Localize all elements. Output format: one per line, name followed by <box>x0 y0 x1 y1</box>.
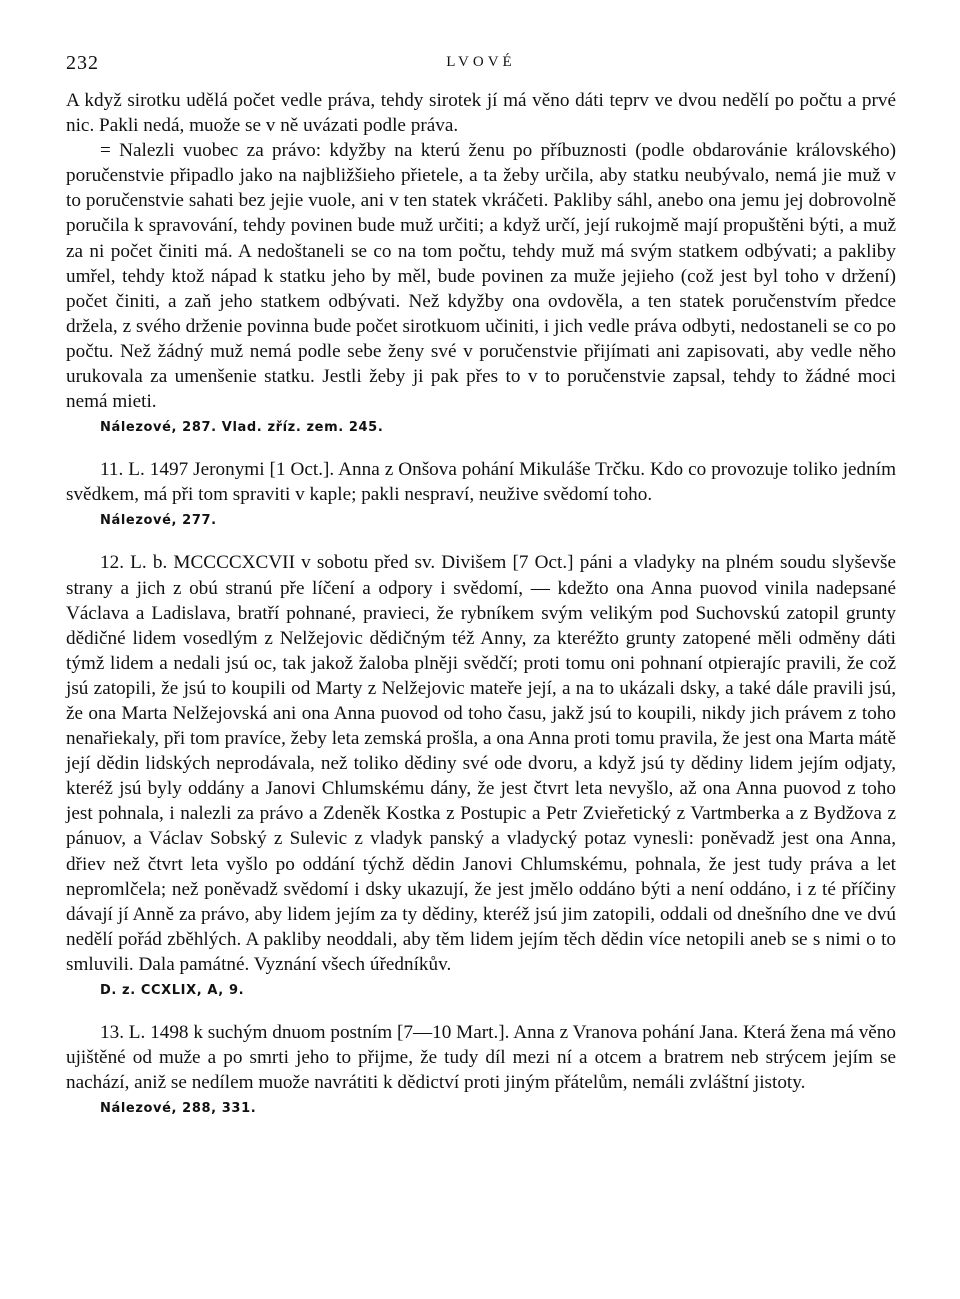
entry-text: 12. L. b. MCCCCXCVII v sobotu před sv. Divišem [7 Oct.] páni a vladyky na plném soudu slyševše strany a jich z obú stranú pře líčení a odpory i svědomí, — kdežto ona Anna puovod vinila nadepsané Václava a Ladislava, bratří pohnané, pravieci, že rybníkem svým velikým pod Suchovskú zatopil grunty dědičné lidem vosedlým z Nelžejovic dědičným též Anny, za kteréžto grunty zatopené měli odměny dáti týmž lidem a nedali jsú oc, tak jakož žaloba plněji svědčí; proti tomu oni pohnaní otpierajíc pravili, že což jsú zatopili, že jsú to koupili od Marty z Nelžejovic mateře její, a na to ukázali dsky, a také dále pravili jsú, že ona Marta Nelžejovská ani ona Anna puovod od toho času, jakž jsú to koupili, nikdy jich právem z toho nenařiekaly, při tom pravíce, žeby leta zemská prošla, a ona Anna proti tomu pravila, že jest ona Marta mátě její dědin lidských neprodávala, než toliko dědiny své ode dvoru, a když jsú ty dědiny lidem jejím odjaty, kteréž jsú byly oddány a Janovi Chlumskému dány, že jest čtvrt leta nevyšlo, až ona Anna puovod z toho jest pohnala, i nalezli za právo a Zdeněk Kostka z Postupic a Petr Zvieřetický z Vartmberka a z Bydžova z pánuov, a Václav Sobský z Sulevic z vladyk panský a vladycký potaz vynesli: poněvadž jest ona Anna, dřiev než čtvrt leta vyšlo po oddání týchž dědin Janovi Chlumskému, pohnala, že jest tudy práva a let nepromlčela; než poněvadž svědomí i dsky ukazují, že jest jmělo oddáno býti a není oddáno, i z té příčiny dávají jí Anně za právo, aby lidem jejím za ty dědiny, kteréž jsú jim zatopili, oddali od dnešního dne ve dvú nedělí pořád zběhlých. A pakliby neoddali, aby těm lidem jejím těch dědin více netopili aneb se s nimi o to smluvili. Dala památné. Vyznání všech úředníkův. <box>66 552 896 975</box>
paragraph-continuation: A když sirotku udělá počet vedle práva, tehdy sirotek jí má věno dáti teprv ve dvou nedělí po počtu a prvé nic. Pakli nedá, muože se v ně uvázati podle práva. <box>66 90 896 137</box>
paragraph-nalezli: = Nalezli vuobec za právo: kdyžby na kterú ženu po příbuznosti (podle obdarovánie královského) poručenstvie připadlo jako na najbližšieho přietele, a ta žeby určila, aby statku neubývalo, nemá jie muž v to poručenstvie sahati bez jejie vuole, ani v ten statek vkráčeti. Pakliby sáhl, anebo ona jemu jej dobrovolně poručila k spravování, tehdy povinen bude muž určiti; a když určí, její rukojmě mají propuštěni býti, a muž za ni počet činiti má. A nedoštaneli se co na tom počtu, tehdy muž má svým statkem odbývati; a pakliby umřel, tehdy ktož nápad k statku jeho by měl, bude povinen za muže jejieho (což jest byl toho v držení) počet činiti, a zaň jeho statkem odbývati. Než kdyžby ona ovdověla, a ten statek poručenstvím předce držela, z svého drženie povinna bude počet sirotkuom učiniti, i jich vedle práva odbyti, nedostaneli se co po počtu. Než žádný muž nemá podle sebe ženy své v poručenstvie přijímati ani zapisovati, aby vedle něho urukovala za umenšenie statku. Jestli žeby ji pak přes to v to poručenstvie zapsal, tehdy to žádné moci nemá mieti. <box>66 140 896 413</box>
entry-text: 13. L. 1498 k suchým dnuom postním [7—10 Mart.]. Anna z Vranova pohání Jana. Která žena má věno ujištěné od muže a po smrti jeho to přijme, že tudy díl mezi ní a otcem a bratrem neb strýcem jejím se nachází, aniž se nedílem muože navrátiti k dědictví proti jiným přátelům, nemáli zvláštní jistoty. <box>66 1022 896 1094</box>
source-citation: D. z. CCXLIX, A, 9. <box>100 983 245 998</box>
entry-text: 11. L. 1497 Jeronymi [1 Oct.]. Anna z Onšova pohání Mikuláše Trčku. Kdo co provozuje toliko jedním svědkem, má při tom spraviti v kaple; pakli nespraví, neužive svědomí toho. <box>66 459 896 506</box>
running-head <box>66 52 896 88</box>
running-title: LVOVÉ <box>446 54 516 70</box>
page-number: 232 <box>66 52 99 74</box>
source-citation: Nálezové, 277. <box>100 513 217 529</box>
entry-12 <box>66 550 896 998</box>
source-citation: Nálezové, 287. Vlad. zříz. zem. 245. <box>100 420 384 436</box>
entry-11 <box>66 457 896 528</box>
entry-13 <box>66 1020 896 1116</box>
source-citation: Nálezové, 288, 331. <box>100 1101 257 1117</box>
book-page <box>66 52 896 1116</box>
